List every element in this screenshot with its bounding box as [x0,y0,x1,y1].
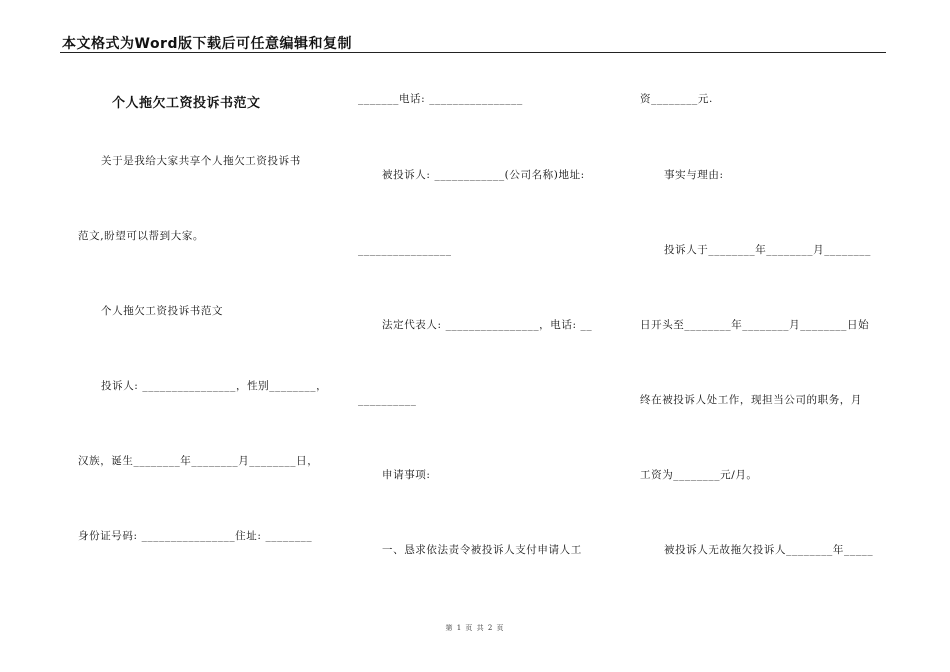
text-line: 范文,盼望可以帮到大家。 [78,230,205,242]
start-date-line: 投诉人于________年________月________ [664,244,871,256]
text-line: 关于是我给大家共享个人拖欠工资投诉书 [101,155,301,167]
document-title: 个人拖欠工资投诉书范文 [112,96,261,111]
legal-rep-line: 法定代表人: ________________，电话: __ [382,319,593,331]
position-line: 终在被投诉人处工作，现担当公司的职务，月 [640,394,862,406]
phone-continuation: __________ [358,394,417,406]
employment-period-line: 日开头至________年________月________日始 [640,319,870,331]
request-item-1: 一、恳求依法责令被投诉人支付申请人工 [382,544,582,556]
birthdate-line: 汉族，诞生________年________月________日， [78,455,319,467]
facts-heading: 事实与理由: [664,169,724,181]
text-line: 个人拖欠工资投诉书范文 [101,305,224,317]
wage-amount-line: 资________元. [640,93,713,105]
phone-line: _______电话: ________________ [358,93,523,105]
header-divider [60,52,886,53]
monthly-wage-line: 工资为________元/月。 [640,469,758,481]
complainant-line: 投诉人: ________________，性别________， [101,380,328,392]
address-blank: ________________ [358,244,452,256]
respondent-line: 被投诉人: ____________(公司名称)地址: [382,169,585,181]
id-number-line: 身份证号码: ________________住址: ________ [78,530,313,542]
page-header-banner: 本文格式为Word版下载后可任意编辑和复制 [62,36,352,52]
page-number: 第 1 页 共 2 页 [445,624,505,632]
arrears-line: 被投诉人无故拖欠投诉人________年_____ [664,544,874,556]
request-heading: 申请事项: [382,469,431,481]
